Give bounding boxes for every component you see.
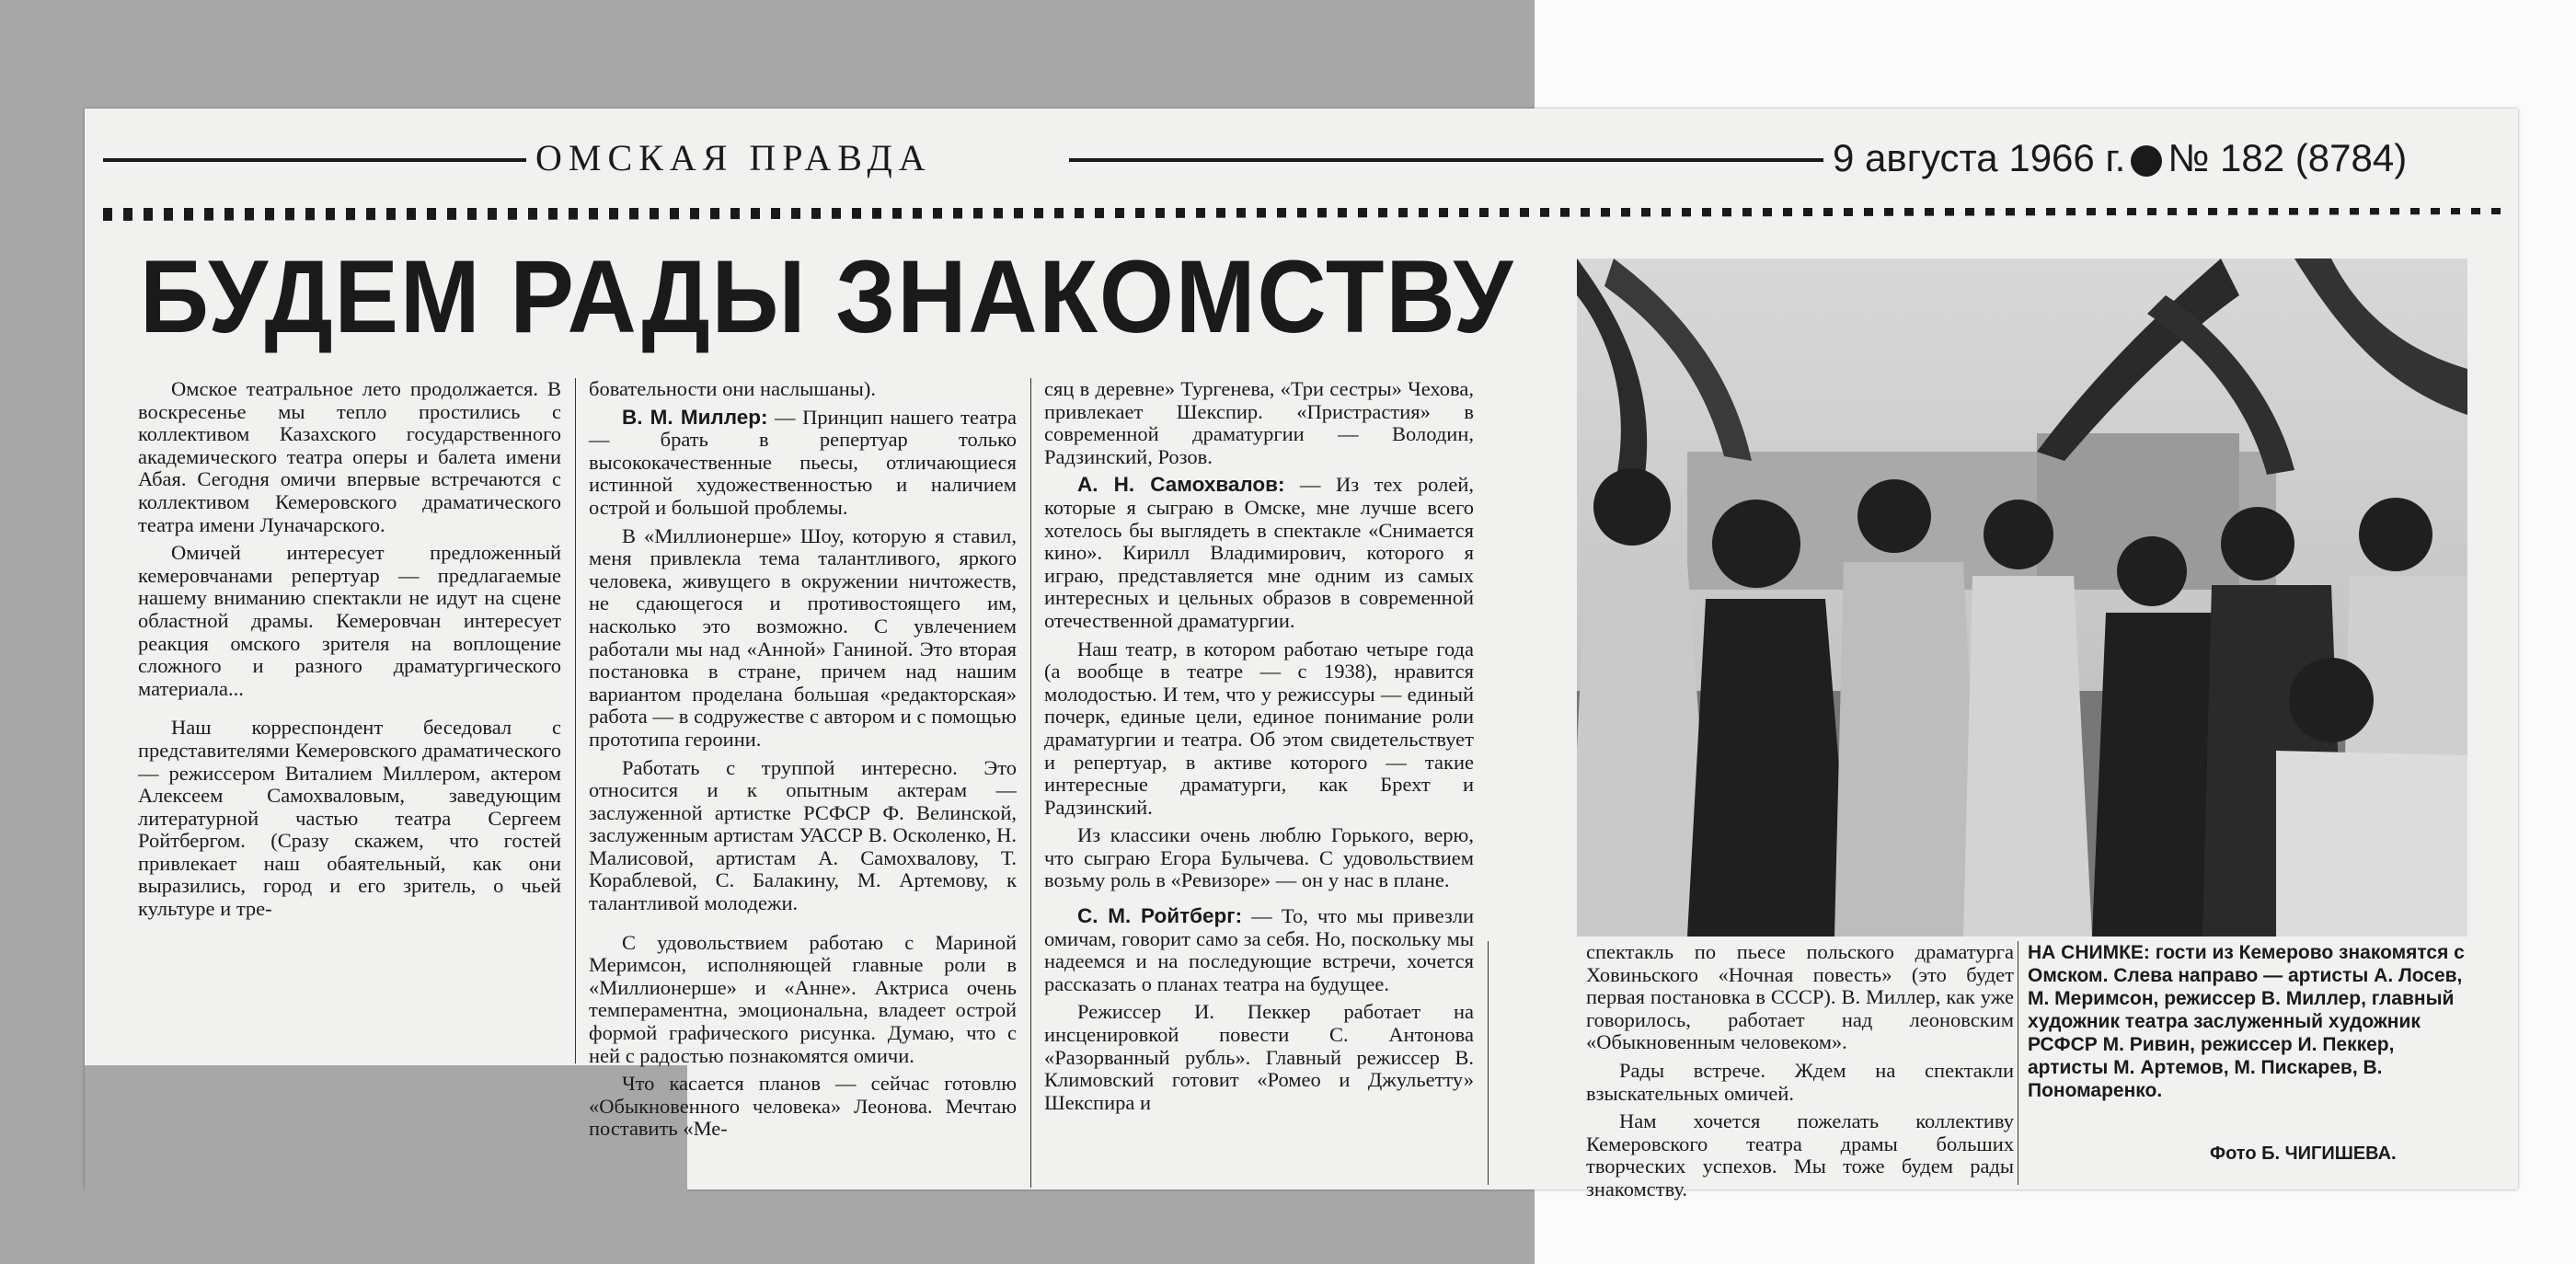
paragraph	[1044, 474, 1474, 632]
paragraph: Рады встрече. Ждем на спектакли взыскательных омичей.	[1586, 1058, 2014, 1105]
speaker-text: — Из тех ролей, которые я сыграю в Омске, мне лучше всего хотелось бы выглядеть в спектакле «Снимается кино». Кирилл Владимирович, которого я играю, представляется мне одним из самых интересных и цельных образов в современной отечественной драматургии.	[1044, 473, 1475, 632]
speaker-name: С. М. Ройтберг:	[1077, 904, 1243, 928]
paragraph: Работать с труппой интересно. Это относится и к опытным актерам — заслуженной артистке РСФСР Ф. Велинской, заслуженным артистам УАССР В. Осколенко, Н. Малисовой, артистам А. Самохвалову, Т. Кораблевой, С. Балакину, М. Артемову, к талантливой молодежи.	[589, 755, 1017, 915]
group-photo	[1577, 259, 2467, 937]
paragraph	[1044, 905, 1474, 995]
article-column-4	[1586, 941, 2014, 1201]
column-divider	[1488, 941, 1489, 1185]
group-photo-image	[1577, 259, 2467, 937]
paragraph: В «Миллионерше» Шоу, которую я ставил, меня привлекла тема талантливого, яркого человека, живущего в окружении ничтожеств, не сдающегося и противостоящего им, насколько это возможно. С увлечением работали мы над «Анной» Ганиной. Это вторая постановка в стране, причем над нашим вариантом проделана большая «редакторская» работа — в содружестве с автором и с помощью прототипа героини.	[589, 523, 1017, 751]
article-column-2	[589, 378, 1017, 1141]
paragraph: Что касается планов — сейчас готовлю «Обыкновенного человека» Леонова. Мечтаю поставить «Ме-	[589, 1072, 1017, 1141]
newspaper-clipping	[85, 109, 2518, 1201]
article-column-3	[1044, 378, 1474, 1114]
column-divider	[575, 378, 576, 1063]
paragraph: Омичей интересует предложенный кемеровчанами репертуар — предлагаемые нашему вниманию спектакли не идут на сцене областной драмы. Кемеровчан интересует реакция омского зрителя на воплощение сложного и разного драматургического материала...	[138, 541, 561, 700]
masthead-rule-right	[1069, 158, 1823, 162]
paragraph: Нам хочется пожелать коллективу Кемеровского театра драмы больших творческих успехов. Мы тоже будем рады знакомству.	[1586, 1109, 2014, 1201]
paragraph: Омское театральное лето продолжается. В воскресенье мы тепло простились с коллективом Казахского государственного академического театра оперы и балета имени Абая. Сегодня омичи впервые встречаются с коллективом Кемеровского драматического театра имени Луначарского.	[138, 377, 561, 536]
column-divider	[1030, 378, 1031, 1188]
paragraph: спектакль по пьесе польского драматурга Ховиньского «Ночная повесть» (это будет первая постановка в СССР). В. Миллер, как уже говорилось, работает над леоновским «Обыкновенным человеком».	[1586, 940, 2014, 1054]
masthead	[103, 136, 2495, 182]
issue-number: № 182 (8784)	[2168, 136, 2408, 179]
newspaper-title: ОМСКАЯ ПРАВДА	[535, 137, 932, 178]
article-headline: БУДЕМ РАДЫ ЗНАКОМСТВУ	[140, 239, 1515, 354]
bullet-icon	[2131, 145, 2162, 177]
paragraph: Наш театр, в котором работаю четыре года (а вообще в театре — с 1938), нравится молодостью. И тем, что у режиссуры — единый почерк, единые цели, единое понимание роли драматургии и театра. Об этом свидетельствует и репертуар, в активе которого — такие интересные драматурги, как Брехт и Радзинский.	[1044, 637, 1474, 819]
masthead-rule-left	[103, 158, 526, 162]
paragraph: С удовольствием работаю с Мариной Меримсон, исполняющей главные роли в «Миллионерше» и «Анне». Актриса очень темпераментна, эмоциональна, владеет острой формой графического рисунка. Думаю, что с ней с радостью познакомятся омичи.	[589, 930, 1017, 1067]
paragraph: Из классики очень люблю Горького, верю, что сыграю Егора Булычева. С удовольствием возьму роль в «Ревизоре» — он у нас в плане.	[1044, 823, 1474, 892]
photo-credit: Фото Б. ЧИГИШЕВА.	[2210, 1143, 2397, 1164]
paragraph: Наш корреспондент беседовал с представителями Кемеровского драматического — режиссером Виталием Миллером, актером Алексеем Самохваловым, заведующим литературной частью театра Сергеем Ройтбергом. (Сразу скажем, что гостей привлекает наш обаятельный, как они выразились, город и его зритель, о чьей культуре и тре-	[138, 716, 561, 921]
speaker-name: А. Н. Самохвалов:	[1077, 473, 1285, 497]
speaker-text: — То, что мы привезли омичам, говорит само за себя. Но, поскольку мы надеемся и на последующие встречи, хочется рассказать о планах театра на будущее.	[1044, 904, 1474, 995]
paragraph: Режиссер И. Пеккер работает на инсценировкой повести С. Антонова «Разорванный рубль». Главный режиссер В. Климовский готовит «Ромео и Джульетту» Шекспира и	[1044, 1000, 1474, 1114]
article-column-1	[138, 378, 561, 921]
issue-date-line	[1833, 136, 2407, 180]
speaker-name: В. М. Миллер:	[622, 405, 768, 429]
paragraph	[589, 407, 1017, 520]
photo-caption: НА СНИМКЕ: гости из Кемерово знакомятся с Омском. Слева направо — артисты А. Лосев, М. Меримсон, режиссер В. Миллер, главный художник театра заслуженный художник РСФСР М. Ривин, режиссер И. Пеккер, артисты М. Артемов, М. Пискарев, В. Пономаренко.	[2028, 942, 2465, 1101]
paragraph: сяц в деревне» Тургенева, «Три сестры» Чехова, привлекает Шекспир. «Пристрастия» в современной драматургии — Володин, Радзинский, Розов.	[1044, 377, 1474, 468]
zigzag-rule	[103, 208, 2504, 221]
paragraph: бовательности они наслышаны).	[589, 377, 876, 400]
issue-date: 9 августа 1966 г.	[1833, 136, 2126, 179]
speaker-text: — Принцип нашего театра — брать в репертуар только высококачественные пьесы, отличающиеся истинной художественностью и наличием острой и большой проблемы.	[589, 405, 1017, 519]
